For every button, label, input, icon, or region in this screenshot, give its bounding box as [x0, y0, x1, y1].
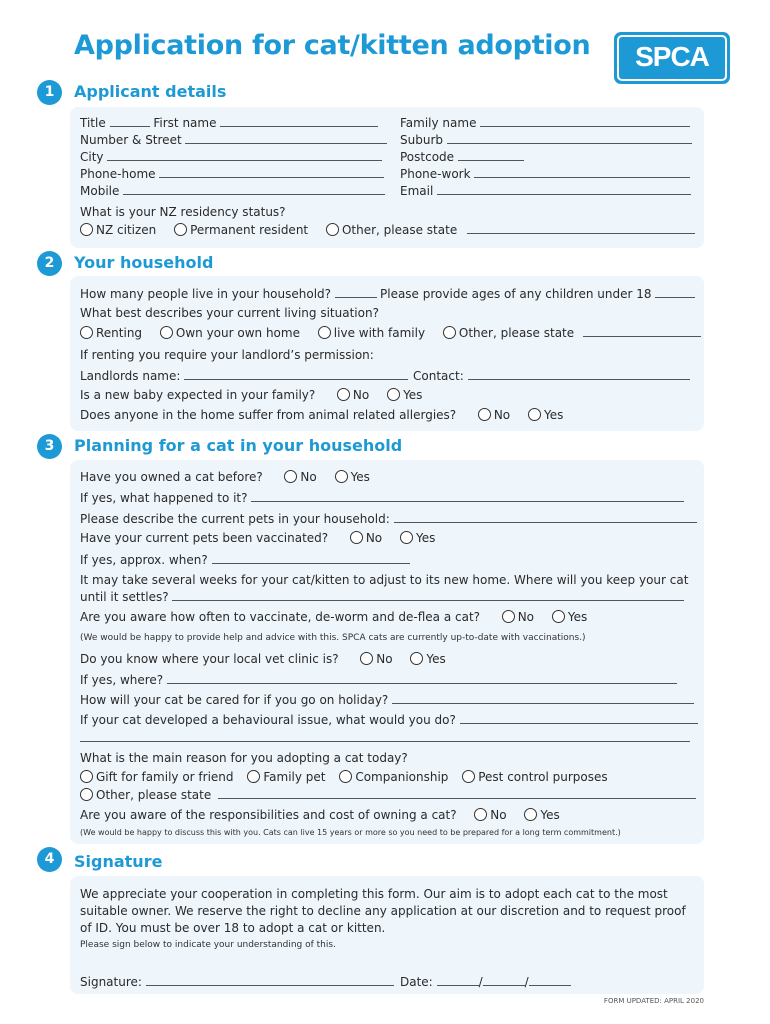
vaccinated-yes-radio[interactable]	[400, 531, 413, 544]
behaviour-extra-row	[80, 731, 690, 745]
section-title-your-household: Your household	[74, 253, 214, 272]
allergies-yes-label: Yes	[543, 408, 564, 422]
ages-row	[380, 287, 695, 301]
keep-question-line-2: until it settles?	[80, 590, 169, 604]
suburb-row	[400, 133, 692, 147]
signature-label: Signature:	[80, 975, 142, 989]
title-field[interactable]	[110, 116, 150, 127]
family-pet-radio[interactable]	[247, 770, 260, 783]
date-day-field[interactable]	[437, 975, 479, 986]
where-field[interactable]	[167, 673, 677, 684]
other-reason-label: Other, please state	[96, 788, 212, 802]
behaviour-question: If your cat developed a behavioural issue, what would you do?	[80, 713, 456, 727]
other-reason-row	[80, 788, 696, 802]
landlord-row	[80, 369, 408, 383]
nz-citizen-label: NZ citizen	[96, 223, 157, 237]
title-label: Title	[80, 116, 106, 130]
form-updated-footer: FORM UPDATED: APRIL 2020	[603, 997, 704, 1005]
holiday-question: How will your cat be cared for if you go on holiday?	[80, 693, 389, 707]
keep-field[interactable]	[172, 590, 684, 601]
family-name-label: Family name	[400, 116, 477, 130]
suburb-field[interactable]	[447, 133, 692, 144]
contact-row	[413, 369, 690, 383]
mobile-row	[80, 184, 385, 198]
signature-paragraph-line-3: of ID. You must be over 18 to adopt a cat or kitten.	[80, 921, 386, 935]
vet-no-label: No	[376, 652, 393, 666]
where-question: If yes, where?	[80, 673, 164, 687]
other-reason-field[interactable]	[218, 788, 696, 799]
other-residency-radio[interactable]	[326, 223, 339, 236]
vaccinated-no-label: No	[365, 531, 383, 545]
baby-no-label: No	[352, 388, 370, 402]
responsibilities-row	[80, 808, 560, 822]
own-home-label: Own your own home	[175, 326, 300, 340]
number-street-label: Number & Street	[80, 133, 182, 147]
pest-control-radio[interactable]	[462, 770, 475, 783]
baby-yes-radio[interactable]	[387, 388, 400, 401]
contact-label: Contact:	[413, 369, 464, 383]
gift-radio[interactable]	[80, 770, 93, 783]
other-reason-radio[interactable]	[80, 788, 93, 801]
people-field[interactable]	[335, 287, 377, 298]
contact-field[interactable]	[468, 369, 690, 380]
signature-instruction: Please sign below to indicate your understanding of this.	[80, 940, 336, 950]
section-title-signature: Signature	[74, 852, 163, 871]
reason-options	[80, 770, 608, 784]
first-name-label: First name	[153, 116, 217, 130]
landlord-field[interactable]	[184, 369, 408, 380]
pest-control-label: Pest control purposes	[478, 770, 608, 784]
responsibilities-note: (We would be happy to discuss this with you. Cats can live 15 years or more so you need to be prepared for a long term commitment.)	[80, 828, 621, 837]
city-field[interactable]	[107, 150, 382, 161]
allergies-yes-radio[interactable]	[528, 408, 541, 421]
vet-no-radio[interactable]	[360, 652, 373, 665]
responsibilities-no-label: No	[490, 808, 507, 822]
vaccinated-yes-label: Yes	[415, 531, 436, 545]
spca-logo	[614, 32, 730, 84]
mobile-field[interactable]	[123, 184, 385, 195]
phone-home-row	[80, 167, 384, 181]
companionship-radio[interactable]	[339, 770, 352, 783]
section-number-1: 1	[37, 80, 62, 105]
behaviour-row	[80, 713, 698, 727]
owned-question: Have you owned a cat before?	[80, 470, 263, 484]
happened-row	[80, 491, 684, 505]
renting-radio[interactable]	[80, 326, 93, 339]
permanent-resident-radio[interactable]	[174, 223, 187, 236]
vet-row	[80, 652, 446, 666]
living-question: What best describes your current living situation?	[80, 306, 379, 320]
city-label: City	[80, 150, 104, 164]
vaccinated-question: Have your current pets been vaccinated?	[80, 531, 329, 545]
section-title-applicant-details: Applicant details	[74, 82, 227, 101]
when-field[interactable]	[212, 553, 410, 564]
allergies-question: Does anyone in the home suffer from animal related allergies?	[80, 408, 457, 422]
owned-no-radio[interactable]	[284, 470, 297, 483]
date-label: Date:	[400, 975, 433, 989]
responsibilities-no-radio[interactable]	[474, 808, 487, 821]
aware-vacc-no-label: No	[517, 610, 535, 624]
first-name-field[interactable]	[220, 116, 378, 127]
permission-text: If renting you require your landlord’s permission:	[80, 348, 374, 362]
aware-vacc-question: Are you aware how often to vaccinate, de-worm and de-flea a cat?	[80, 610, 481, 624]
ages-question: Please provide ages of any children under 18	[380, 287, 652, 301]
email-label: Email	[400, 184, 434, 198]
vaccinated-row	[80, 531, 435, 545]
street-row	[80, 133, 387, 147]
email-field[interactable]	[437, 184, 691, 195]
family-name-field[interactable]	[480, 116, 690, 127]
happened-field[interactable]	[251, 491, 684, 502]
vet-yes-radio[interactable]	[410, 652, 423, 665]
aware-vacc-row	[80, 610, 587, 624]
people-row	[80, 287, 377, 301]
when-question: If yes, approx. when?	[80, 553, 208, 567]
holiday-row	[80, 693, 694, 707]
phone-home-field[interactable]	[159, 167, 384, 178]
aware-vacc-yes-radio[interactable]	[552, 610, 565, 623]
live-with-family-label: live with family	[333, 326, 426, 340]
allergies-no-radio[interactable]	[478, 408, 491, 421]
other-living-radio[interactable]	[443, 326, 456, 339]
behaviour-extra-field[interactable]	[80, 731, 690, 742]
pets-question: Please describe the current pets in your household:	[80, 512, 390, 526]
gift-label: Gift for family or friend	[96, 770, 234, 784]
date-year-field[interactable]	[529, 975, 571, 986]
aware-vacc-yes-label: Yes	[567, 610, 588, 624]
responsibilities-yes-radio[interactable]	[524, 808, 537, 821]
postcode-label: Postcode	[400, 150, 455, 164]
companionship-label: Companionship	[355, 770, 449, 784]
other-residency-field[interactable]	[467, 223, 695, 234]
reason-question: What is the main reason for you adopting a cat today?	[80, 751, 408, 765]
nz-citizen-radio[interactable]	[80, 223, 93, 236]
pets-field[interactable]	[394, 512, 697, 523]
vet-yes-label: Yes	[426, 652, 446, 666]
baby-no-radio[interactable]	[337, 388, 350, 401]
section-number-2: 2	[37, 251, 62, 276]
owned-yes-radio[interactable]	[335, 470, 348, 483]
other-living-label: Other, please state	[458, 326, 575, 340]
permanent-resident-label: Permanent resident	[190, 223, 309, 237]
owned-no-label: No	[300, 470, 317, 484]
section-number-4: 4	[37, 847, 62, 872]
residency-question: What is your NZ residency status?	[80, 205, 286, 219]
renting-label: Renting	[96, 326, 143, 340]
phone-work-label: Phone-work	[400, 167, 471, 181]
signature-row	[80, 975, 394, 989]
holiday-field[interactable]	[392, 693, 694, 704]
logo-text: SPCA	[635, 41, 709, 72]
landlord-label: Landlords name:	[80, 369, 181, 383]
where-row	[80, 673, 677, 687]
page-title: Application for cat/kitten adoption	[74, 30, 591, 61]
other-living-field[interactable]	[583, 326, 701, 337]
keep-row	[80, 590, 684, 604]
baby-yes-label: Yes	[403, 388, 423, 402]
signature-paragraph-line-2: suitable owner. We reserve the right to decline any application at our discretion and to request proof	[80, 904, 686, 918]
signature-paragraph-line-1: We appreciate your cooperation in completing this form. Our aim is to adopt each cat to the most	[80, 887, 668, 901]
section-number-3: 3	[37, 434, 62, 459]
responsibilities-yes-label: Yes	[540, 808, 560, 822]
suburb-label: Suburb	[400, 133, 443, 147]
postcode-field[interactable]	[458, 150, 524, 161]
behaviour-field[interactable]	[460, 713, 698, 724]
title-row	[80, 116, 378, 130]
section-title-planning: Planning for a cat in your household	[74, 436, 403, 455]
ages-field[interactable]	[655, 287, 695, 298]
signature-field[interactable]	[146, 975, 394, 986]
aware-vacc-no-radio[interactable]	[502, 610, 515, 623]
vaccination-note: (We would be happy to provide help and advice with this. SPCA cats are currently up-to-date with vaccinations.)	[80, 633, 586, 643]
owned-yes-label: Yes	[350, 470, 370, 484]
residency-options	[80, 223, 695, 237]
phone-work-field[interactable]	[474, 167, 690, 178]
email-row	[400, 184, 691, 198]
vet-question: Do you know where your local vet clinic is?	[80, 652, 339, 666]
live-with-family-radio[interactable]	[318, 326, 331, 339]
city-row	[80, 150, 382, 164]
other-residency-label: Other, please state	[341, 223, 458, 237]
family-name-row	[400, 116, 690, 130]
phone-home-label: Phone-home	[80, 167, 156, 181]
people-question: How many people live in your household?	[80, 287, 332, 301]
allergies-row	[80, 408, 563, 422]
allergies-no-label: No	[493, 408, 511, 422]
date-month-field[interactable]	[483, 975, 525, 986]
mobile-label: Mobile	[80, 184, 120, 198]
number-street-field[interactable]	[185, 133, 387, 144]
baby-question: Is a new baby expected in your family?	[80, 388, 316, 402]
postcode-row	[400, 150, 524, 164]
when-row	[80, 553, 410, 567]
happened-question: If yes, what happened to it?	[80, 491, 248, 505]
pets-row	[80, 512, 697, 526]
family-pet-label: Family pet	[263, 770, 326, 784]
own-home-radio[interactable]	[160, 326, 173, 339]
keep-question-line-1: It may take several weeks for your cat/kitten to adjust to its new home. Where will you keep your cat	[80, 573, 689, 587]
responsibilities-question: Are you aware of the responsibilities and cost of owning a cat?	[80, 808, 457, 822]
date-row: Date: / /	[400, 975, 571, 989]
owned-row	[80, 470, 370, 484]
baby-row	[80, 388, 422, 402]
phone-work-row	[400, 167, 690, 181]
living-options	[80, 326, 701, 340]
vaccinated-no-radio[interactable]	[350, 531, 363, 544]
